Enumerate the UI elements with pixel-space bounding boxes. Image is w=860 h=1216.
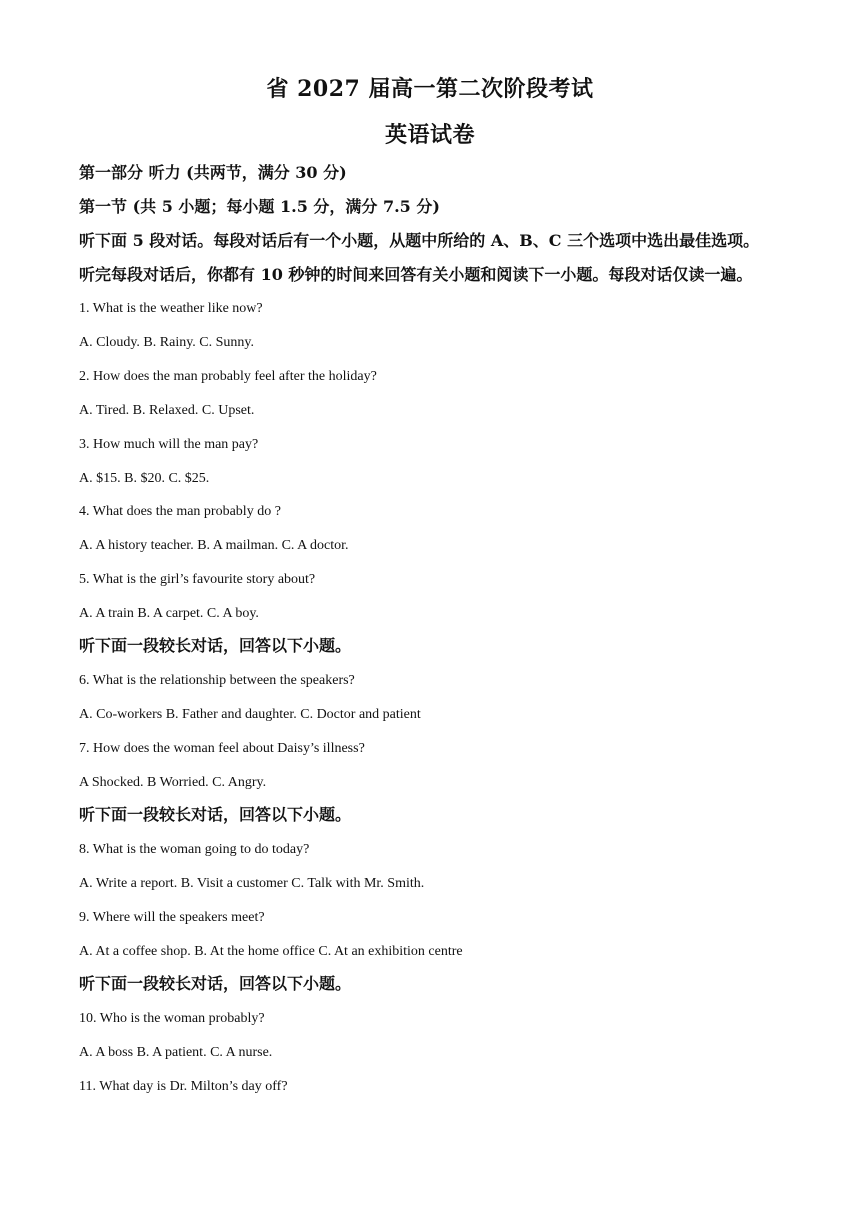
question-9-options: A. At a coffee shop. B. At the home office C. At an exhibition centre <box>79 944 463 959</box>
question-2-options: A. Tired. B. Relaxed. C. Upset. <box>79 403 255 418</box>
question-4-options: A. A history teacher. B. A mailman. C. A doctor. <box>79 538 349 553</box>
long-dialog-header-1: 听下面一段较长对话，回答以下小题。 <box>79 636 352 655</box>
section-header: 第一节 (共 5 小题；每小题 1.5 分，满分 7.5 分) <box>79 197 440 216</box>
question-5: 5. What is the girl’s favourite story about? <box>79 572 316 587</box>
long-dialog-header-2: 听下面一段较长对话，回答以下小题。 <box>79 805 352 824</box>
question-3-options: A. $15. B. $20. C. $25. <box>79 471 210 486</box>
question-7-options: A Shocked. B Worried. C. Angry. <box>79 775 267 790</box>
question-9: 9. Where will the speakers meet? <box>79 910 265 925</box>
question-4: 4. What does the man probably do ? <box>79 504 281 519</box>
question-8: 8. What is the woman going to do today? <box>79 842 310 857</box>
question-5-options: A. A train B. A carpet. C. A boy. <box>79 606 259 621</box>
question-7: 7. How does the woman feel about Daisy’s illness? <box>79 741 365 756</box>
exam-title: 省 2027 届高一第二次阶段考试 <box>266 76 594 102</box>
question-1-options: A. Cloudy. B. Rainy. C. Sunny. <box>79 335 255 350</box>
question-2: 2. How does the man probably feel after the holiday? <box>79 369 377 384</box>
exam-subtitle: 英语试卷 <box>384 122 475 148</box>
part-header: 第一部分 听力 (共两节，满分 30 分) <box>79 163 347 182</box>
question-6-options: A. Co-workers B. Father and daughter. C. Doctor and patient <box>79 707 421 722</box>
instruction-line-2: 听完每段对话后，你都有 10 秒钟的时间来回答有关小题和阅读下一小题。每段对话仅读一遍。 <box>79 265 753 284</box>
instruction-line-1: 听下面 5 段对话。每段对话后有一个小题，从题中所给的 A、B、C 三个选项中选出最佳选项。 <box>79 231 760 250</box>
question-8-options: A. Write a report. B. Visit a customer C. Talk with Mr. Smith. <box>79 876 425 891</box>
long-dialog-header-3: 听下面一段较长对话，回答以下小题。 <box>79 974 352 993</box>
question-3: 3. How much will the man pay? <box>79 437 259 452</box>
question-6: 6. What is the relationship between the speakers? <box>79 673 355 688</box>
question-10-options: A. A boss B. A patient. C. A nurse. <box>79 1045 273 1060</box>
question-11: 11. What day is Dr. Milton’s day off? <box>79 1079 288 1094</box>
question-10: 10. Who is the woman probably? <box>79 1011 265 1026</box>
question-1: 1. What is the weather like now? <box>79 301 263 316</box>
